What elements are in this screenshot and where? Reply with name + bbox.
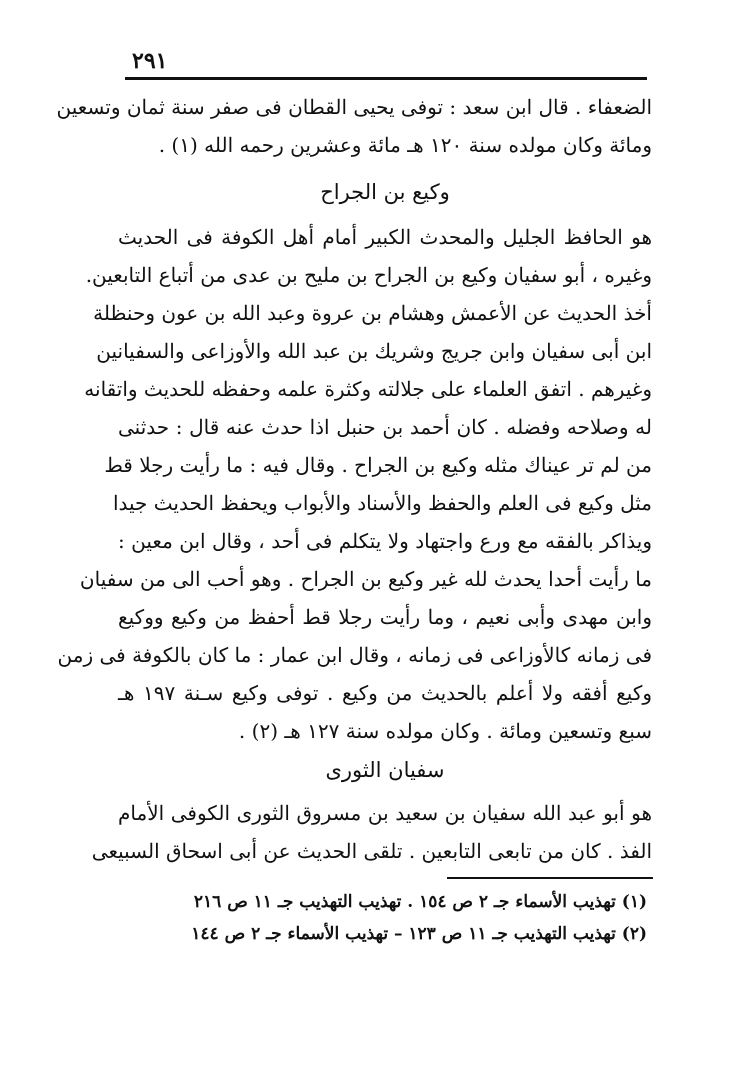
- text-line: ويذاكر بالفقه مع ورع واجتهاد ولا يتكلم فى أحد ، وقال ابن معين :: [118, 529, 652, 553]
- text-line: الضعفاء . قال ابن سعد : توفى يحيى القطان فى صفر سنة ثمان وتسعين: [56, 95, 652, 119]
- intro-paragraph: [56, 88, 652, 164]
- text-line: ابن أبى سفيان وابن جريج وشريك بن عبد الله والأوزاعى والسفيانين: [96, 339, 652, 363]
- text-line: الفذ . كان من تابعى التابعين . تلقى الحديث عن أبى اسحاق السبيعى: [91, 839, 652, 863]
- footnote-1: (١) تهذيب الأسماء جـ ٢ ص ١٥٤ . تهذيب التهذيب جـ ١١ ص ٢١٦: [193, 892, 647, 912]
- text-line: مثل وكيع فى العلم والحفظ والأسناد والأبواب ويحفظ الحديث جيدا: [112, 491, 652, 515]
- text-line: وكيع أفقه ولا أعلم بالحديث من وكيع . توفى وكيع سـنة ١٩٧ هـ: [118, 681, 653, 705]
- page-number: ٢٩١: [132, 48, 168, 74]
- text-line: هو الحافظ الجليل والمحدث الكبير أمام أهل الكوفة فى الحديث: [118, 225, 652, 249]
- text-line: سبع وتسعين ومائة . وكان مولده سنة ١٢٧ هـ (٢) .: [238, 719, 652, 743]
- text-line: أخذ الحديث عن الأعمش وهشام بن عروة وعبد الله بن عون وحنظلة: [93, 301, 652, 325]
- text-line: له وصلاحه وفضله . كان أحمد بن حنبل اذا حدث عنه قال : حدثنى: [118, 415, 652, 439]
- text-line: ومائة وكان مولده سنة ١٢٠ هـ مائة وعشرين رحمه الله (١) .: [158, 133, 652, 157]
- footnotes: [132, 886, 647, 950]
- section-heading-sufyan: سفيان الثورى: [325, 758, 445, 782]
- text-line: وغيرهم . اتفق العلماء على جلالته وكثرة علمه وحفظه للحديث واتقانه: [84, 377, 652, 401]
- section-body-waki: [57, 218, 653, 750]
- text-line: وابن مهدى وأبى نعيم ، وما رأيت رجلا قط أحفظ من وكيع ووكيع: [118, 605, 652, 629]
- section-heading-waki: وكيع بن الجراح: [320, 180, 450, 204]
- footnote-2: (٢) تهذيب التهذيب جـ ١١ ص ١٢٣ – تهذيب الأسماء جـ ٢ ص ١٤٤: [191, 924, 647, 944]
- footnote-rule: [447, 877, 653, 879]
- text-line: ما رأيت أحدا يحدث لله غير وكيع بن الجراح . وهو أحب الى من سفيان: [79, 567, 652, 591]
- text-line: فى زمانه كالأوزاعى فى زمانه ، وقال ابن عمار : ما كان بالكوفة فى زمن: [57, 643, 652, 667]
- header-rule: [125, 77, 647, 80]
- text-line: وغيره ، أبو سفيان وكيع بن الجراح بن مليح بن عدى من أتباع التابعين.: [85, 263, 652, 287]
- text-line: هو أبو عبد الله سفيان بن سعيد بن مسروق الثورى الكوفى الأمام: [118, 801, 652, 825]
- section-body-sufyan: [91, 794, 652, 870]
- text-line: من لم تر عيناك مثله وكيع بن الجراح . وقال فيه : ما رأيت رجلا قط: [104, 453, 652, 477]
